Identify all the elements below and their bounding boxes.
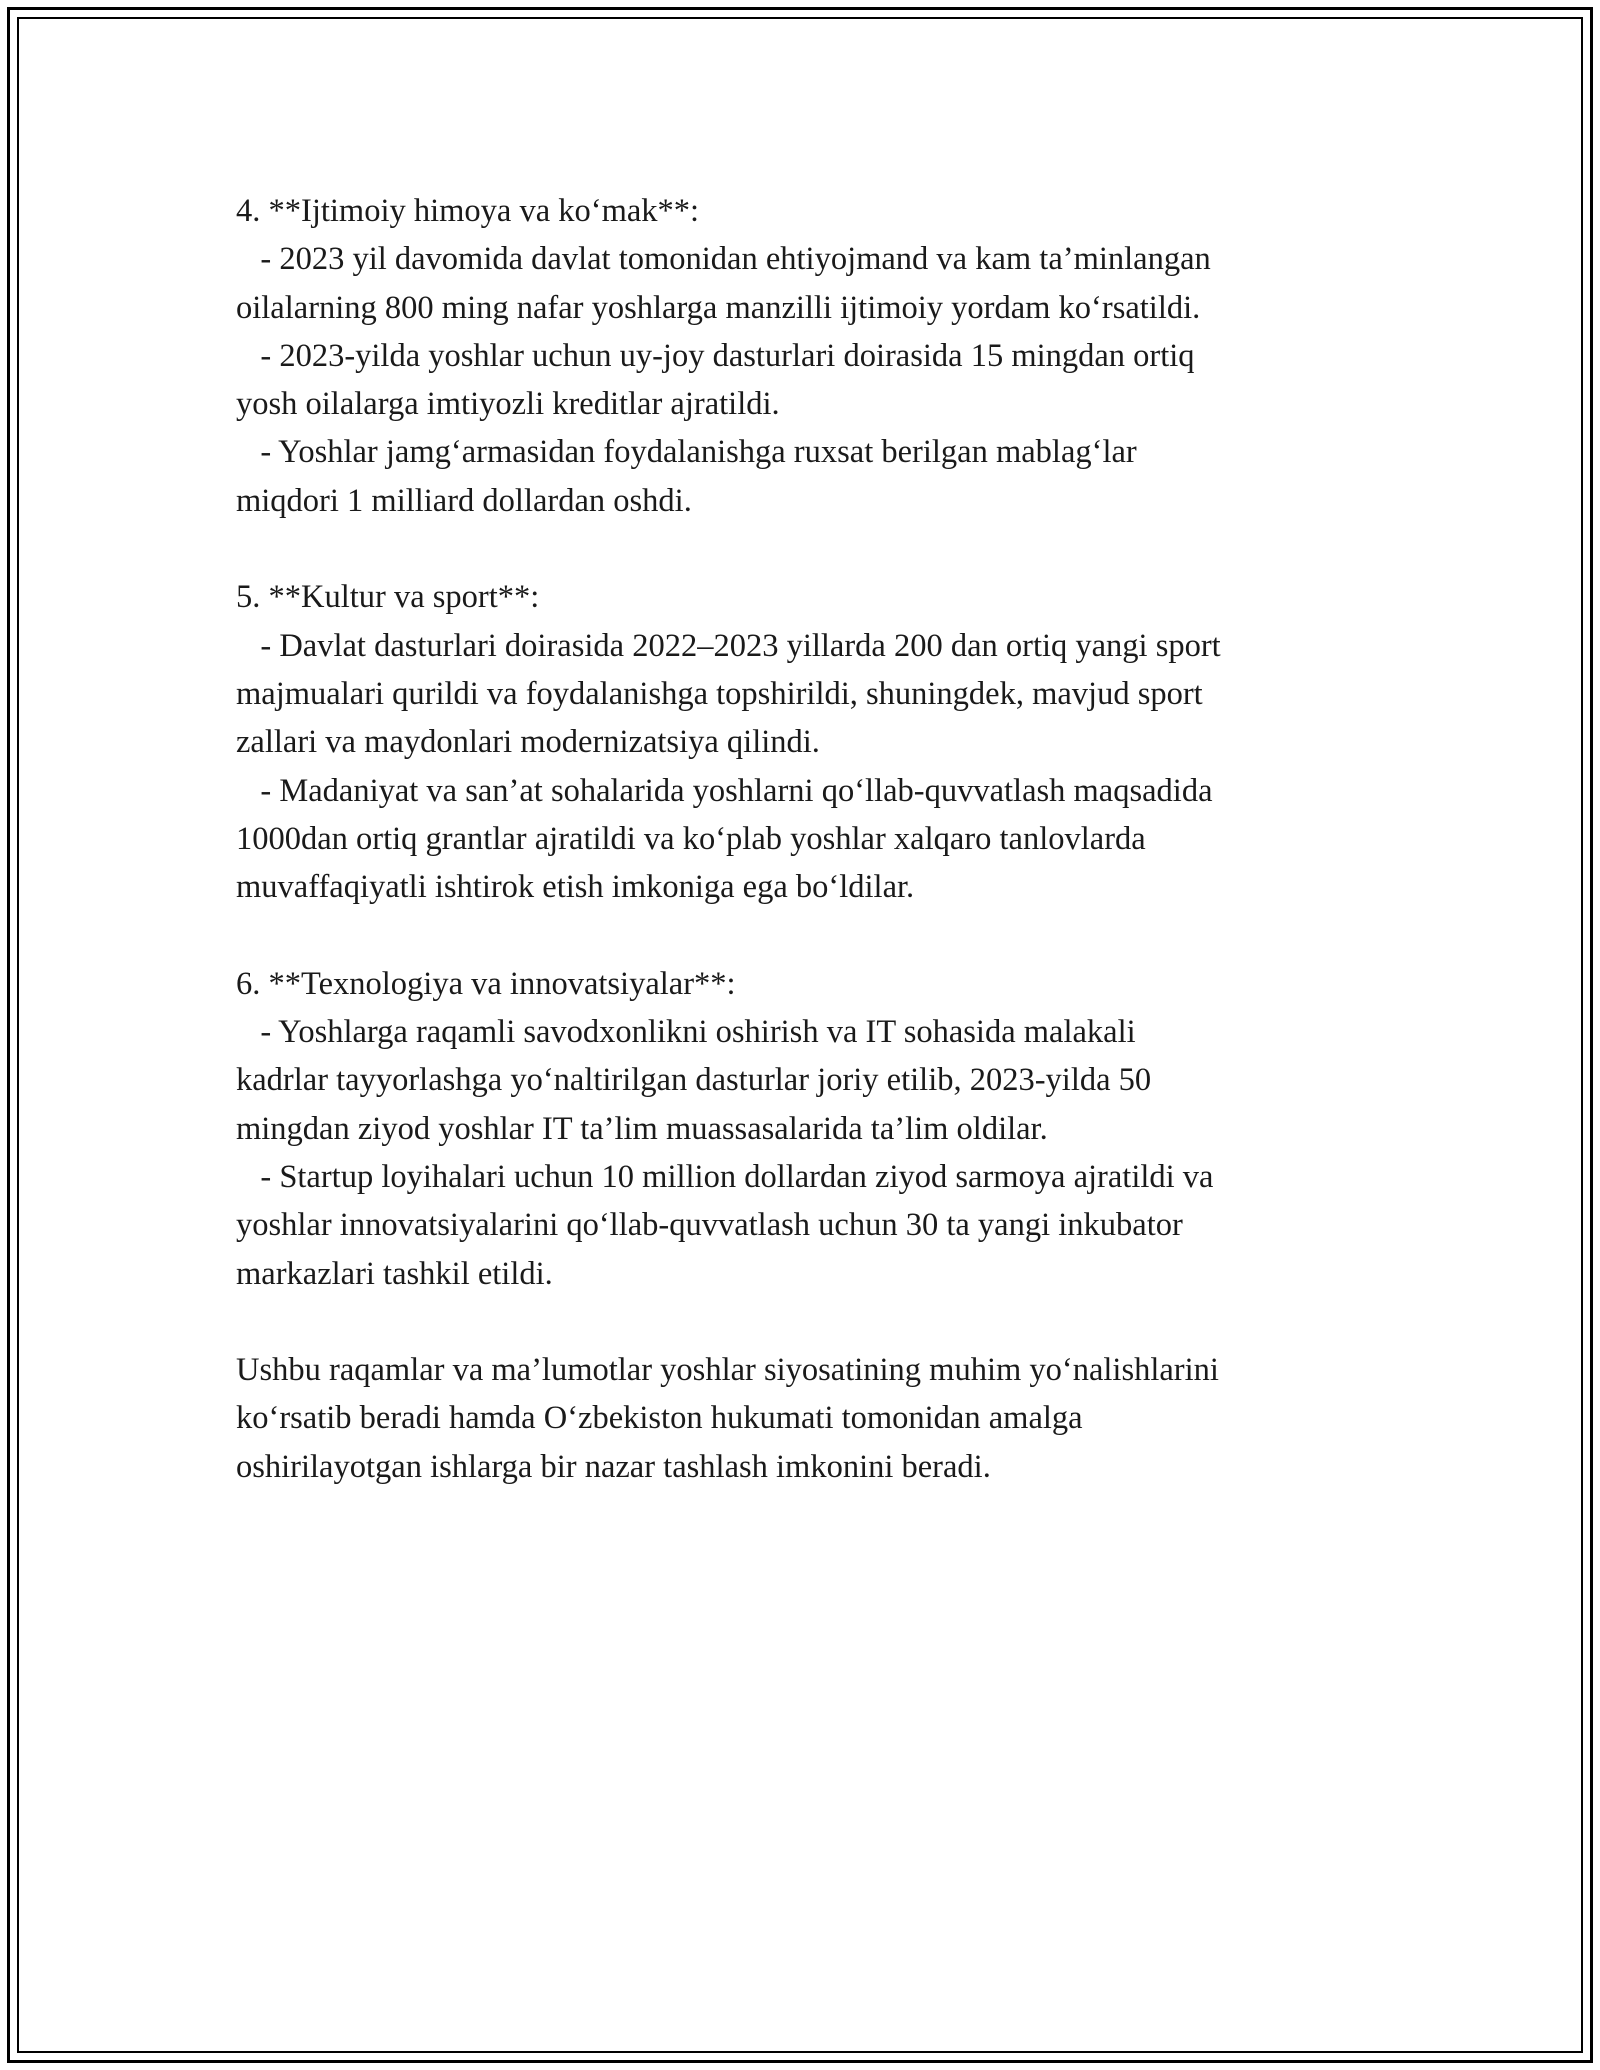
section-line: - 2023 yil davomida davlat tomonidan ehtiyojmand va kam ta’minlangan xyxy=(236,241,1211,278)
section-line: - Yoshlarga raqamli savodxonlikni oshirish va IT sohasida malakali xyxy=(236,1014,1136,1051)
section-technology-innovation xyxy=(236,960,1376,1298)
section-line: markazlari tashkil etildi. xyxy=(236,1255,553,1292)
closing-line: ko‘rsatib beradi hamda O‘zbekiston hukumati tomonidan amalga xyxy=(236,1400,1083,1437)
section-line: mingdan ziyod yoshlar IT ta’lim muassasalarida ta’lim oldilar. xyxy=(236,1110,1048,1147)
section-line: yosh oilalarga imtiyozli kreditlar ajratildi. xyxy=(236,386,780,423)
section-line: - Madaniyat va san’at sohalarida yoshlarni qo‘llab-quvvatlash maqsadida xyxy=(236,772,1213,809)
section-line: kadrlar tayyorlashga yo‘naltirilgan dasturlar joriy etilib, 2023-yilda 50 xyxy=(236,1062,1152,1099)
closing-line: oshirilayotgan ishlarga bir nazar tashlash imkonini beradi. xyxy=(236,1448,991,1485)
closing-line: Ushbu raqamlar va ma’lumotlar yoshlar siyosatining muhim yo‘nalishlarini xyxy=(236,1352,1219,1389)
section-line: - Davlat dasturlari doirasida 2022–2023 yillarda 200 dan ortiq yangi sport xyxy=(236,627,1221,664)
section-line: oilalarning 800 ming nafar yoshlarga manzilli ijtimoiy yordam ko‘rsatildi. xyxy=(236,289,1201,326)
section-line: muvaffaqiyatli ishtirok etish imkoniga ega bo‘ldilar. xyxy=(236,869,915,906)
section-line: yoshlar innovatsiyalarini qo‘llab-quvvatlash uchun 30 ta yangi inkubator xyxy=(236,1207,1183,1244)
section-line: - Startup loyihalari uchun 10 million dollardan ziyod sarmoya ajratildi va xyxy=(236,1158,1214,1195)
closing-paragraph xyxy=(236,1346,1376,1491)
section-heading: 5. **Kultur va sport**: xyxy=(236,579,540,616)
section-heading: 4. **Ijtimoiy himoya va ko‘mak**: xyxy=(236,193,700,229)
section-heading: 6. **Texnologiya va innovatsiyalar**: xyxy=(236,965,736,1002)
section-social-protection xyxy=(236,187,1376,525)
section-line: miqdori 1 milliard dollardan oshdi. xyxy=(236,482,692,519)
section-line: zallari va maydonlari modernizatsiya qilindi. xyxy=(236,724,820,761)
section-culture-sport xyxy=(236,573,1376,911)
section-line: majmualari qurildi va foydalanishga topshirildi, shuningdek, mavjud sport xyxy=(236,675,1203,712)
document-body xyxy=(236,187,1376,1491)
section-line: - 2023-yilda yoshlar uchun uy-joy dasturlari doirasida 15 mingdan ortiq xyxy=(236,337,1195,374)
section-line: - Yoshlar jamg‘armasidan foydalanishga ruxsat berilgan mablag‘lar xyxy=(236,434,1137,471)
section-line: 1000dan ortiq grantlar ajratildi va ko‘plab yoshlar xalqaro tanlovlarda xyxy=(236,820,1146,857)
